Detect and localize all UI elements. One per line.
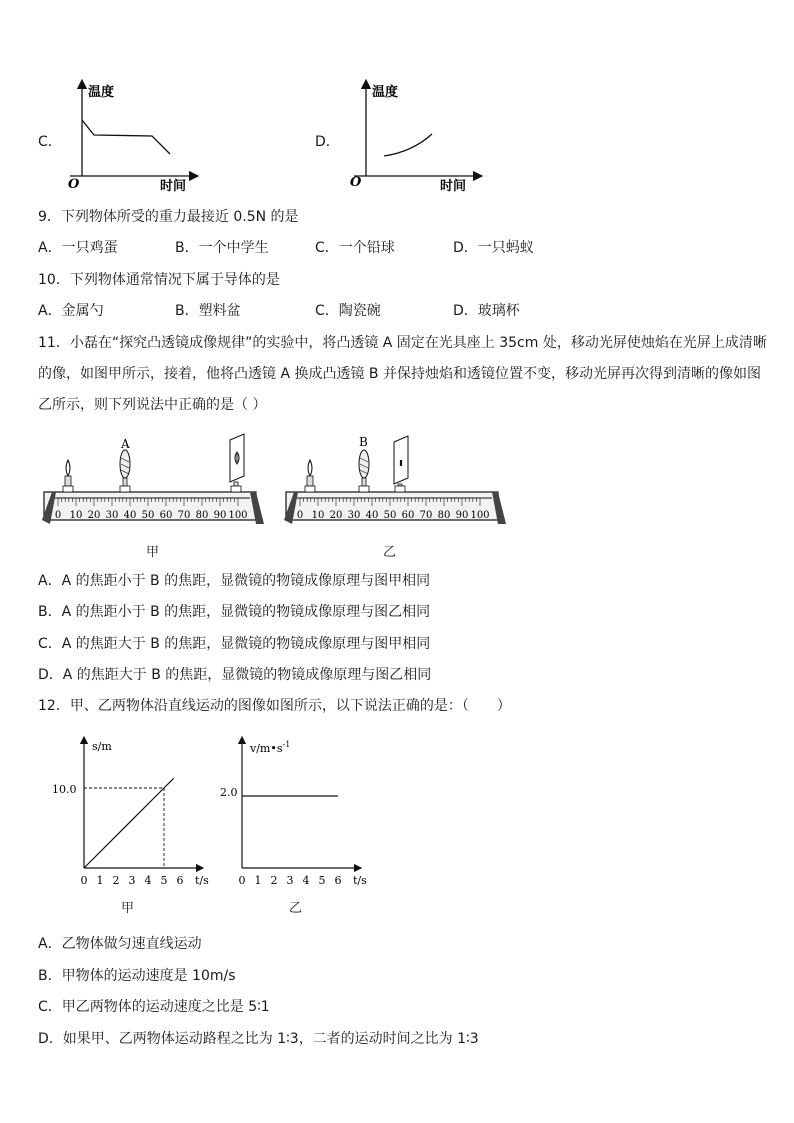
x-tick-label: 2 <box>112 874 120 887</box>
y-marked-value: 10.0 <box>52 783 77 796</box>
scale-tick-label: 100 <box>228 510 248 521</box>
st-graph-jia <box>50 732 220 892</box>
x-tick-label: 3 <box>286 874 294 887</box>
x-tick-label: 0 <box>238 874 246 887</box>
vt-graph-yi <box>220 732 384 892</box>
y-axis-label: s/m <box>92 740 112 753</box>
x-tick-labels <box>239 874 342 887</box>
x-tick-label: 1 <box>254 874 262 887</box>
q11-option-c: C．A 的焦距大于 B 的焦距，显微镜的物镜成像原理与图甲相同 <box>38 636 431 652</box>
figure-caption-yi: 乙 <box>383 545 397 560</box>
origin-label: O <box>350 175 362 190</box>
q10-option-b: B．塑料盆 <box>175 303 241 319</box>
option-d-label: D． <box>315 134 340 150</box>
y-axis-label: 温度 <box>372 85 399 100</box>
graph-c <box>62 80 202 194</box>
x-tick-label: 0 <box>80 874 88 887</box>
x-tick-label: 4 <box>302 874 310 887</box>
scale-tick-label: 0 <box>296 510 304 521</box>
x-axis-label: 时间 <box>160 179 187 194</box>
q11-stem-line-2: 的像，如图甲所示，接着，他将凸透镜 A 换成凸透镜 B 并保持烛焰和透镜位置不变，移动光屏再次得到清晰的像如图 <box>38 366 761 382</box>
x-tick-labels <box>81 874 184 887</box>
screen <box>230 434 244 492</box>
y-axis-label: $v/m•s^{-1}$ <box>250 740 291 755</box>
lens-b <box>359 450 369 492</box>
scale-tick-label: 50 <box>383 510 397 521</box>
scale-tick-label: 70 <box>177 510 191 521</box>
q12-stem: 12．甲、乙两物体沿直线运动的图像如图所示，以下说法正确的是：（ ） <box>38 698 511 714</box>
scale-tick-label: 20 <box>329 510 343 521</box>
figure-caption-yi-12: 乙 <box>289 901 303 916</box>
scale-tick-label: 90 <box>455 510 469 521</box>
option-c-label: C． <box>38 134 62 150</box>
q12-option-a: A．乙物体做匀速直线运动 <box>38 936 202 952</box>
q9-option-b: B．一个中学生 <box>175 240 269 256</box>
q10-stem: 10．下列物体通常情况下属于导体的是 <box>38 272 280 288</box>
q9-option-a: A．一只鸡蛋 <box>38 240 118 256</box>
scale-tick-label: 80 <box>195 510 209 521</box>
candle <box>305 460 315 492</box>
y-axis-label: 温度 <box>88 85 115 100</box>
scale-tick-label: 70 <box>419 510 433 521</box>
scale-tick-label: 50 <box>141 510 155 521</box>
q10-option-c: C．陶瓷碗 <box>315 303 381 319</box>
x-tick-label: 2 <box>270 874 278 887</box>
scale-tick-label: 60 <box>159 510 173 521</box>
temperature-curve <box>82 120 170 154</box>
origin-label: O <box>68 177 80 192</box>
q9-option-d: D．一只蚂蚁 <box>453 240 534 256</box>
figure-caption-jia: 甲 <box>146 545 160 560</box>
scale-tick-label: 90 <box>213 510 227 521</box>
q12-option-c: C．甲乙两物体的运动速度之比是 5∶1 <box>38 999 270 1015</box>
x-tick-label: 5 <box>318 874 326 887</box>
lens-a <box>120 450 130 492</box>
q12-option-d: D．如果甲、乙两物体运动路程之比为 1∶3，二者的运动时间之比为 1∶3 <box>38 1031 479 1047</box>
q11-stem-line-1: 11．小磊在“探究凸透镜成像规律”的实验中，将凸透镜 A 固定在光具座上 35cm 处，移动光屏使烛焰在光屏上成清晰 <box>38 335 767 351</box>
y-marked-value: 2.0 <box>220 786 238 799</box>
optical-bench-yi <box>280 430 512 532</box>
screen <box>394 436 408 492</box>
q12-option-b: B．甲物体的运动速度是 10m/s <box>38 968 236 984</box>
q11-option-a: A．A 的焦距小于 B 的焦距，显微镜的物镜成像原理与图甲相同 <box>38 573 431 589</box>
candle <box>63 460 73 492</box>
x-axis-label: 时间 <box>440 179 467 194</box>
plot-area <box>84 778 174 868</box>
x-tick-label: 5 <box>160 874 168 887</box>
x-axis-label: t/s <box>195 874 209 887</box>
scale-tick-label: 40 <box>365 510 379 521</box>
x-tick-label: 4 <box>144 874 152 887</box>
x-tick-label: 6 <box>176 874 184 887</box>
q10-option-a: A．金属勺 <box>38 303 104 319</box>
scale-tick-label: 0 <box>54 510 62 521</box>
q11-option-d: D．A 的焦距大于 B 的焦距，显微镜的物镜成像原理与图乙相同 <box>38 667 432 683</box>
scale-tick-label: 10 <box>69 510 83 521</box>
q11-stem-line-3: 乙所示，则下列说法中正确的是（ ） <box>38 397 267 413</box>
q9-option-c: C．一个铅球 <box>315 240 395 256</box>
x-tick-label: 6 <box>334 874 342 887</box>
lens-label: B <box>359 435 368 449</box>
scale-tick-label: 60 <box>401 510 415 521</box>
lens-label: A <box>121 437 130 451</box>
x-tick-label: 3 <box>128 874 136 887</box>
scale-tick-label: 100 <box>470 510 490 521</box>
scale-tick-label: 20 <box>87 510 101 521</box>
scale-tick-label: 10 <box>311 510 325 521</box>
scale-tick-label: 80 <box>437 510 451 521</box>
q10-option-d: D．玻璃杯 <box>453 303 520 319</box>
graph-d <box>346 80 486 194</box>
q11-option-b: B．A 的焦距小于 B 的焦距，显微镜的物镜成像原理与图乙相同 <box>38 604 431 620</box>
x-tick-label: 1 <box>96 874 104 887</box>
scale-tick-label: 30 <box>347 510 361 521</box>
optical-bench-jia <box>38 430 270 532</box>
scale-tick-label: 40 <box>123 510 137 521</box>
q9-stem: 9．下列物体所受的重力最接近 0.5N 的是 <box>38 209 299 225</box>
temperature-curve <box>384 134 432 156</box>
series-line <box>84 778 174 868</box>
figure-caption-jia-12: 甲 <box>121 901 135 916</box>
scale-tick-label: 30 <box>105 510 119 521</box>
x-axis-label: t/s <box>353 874 367 887</box>
